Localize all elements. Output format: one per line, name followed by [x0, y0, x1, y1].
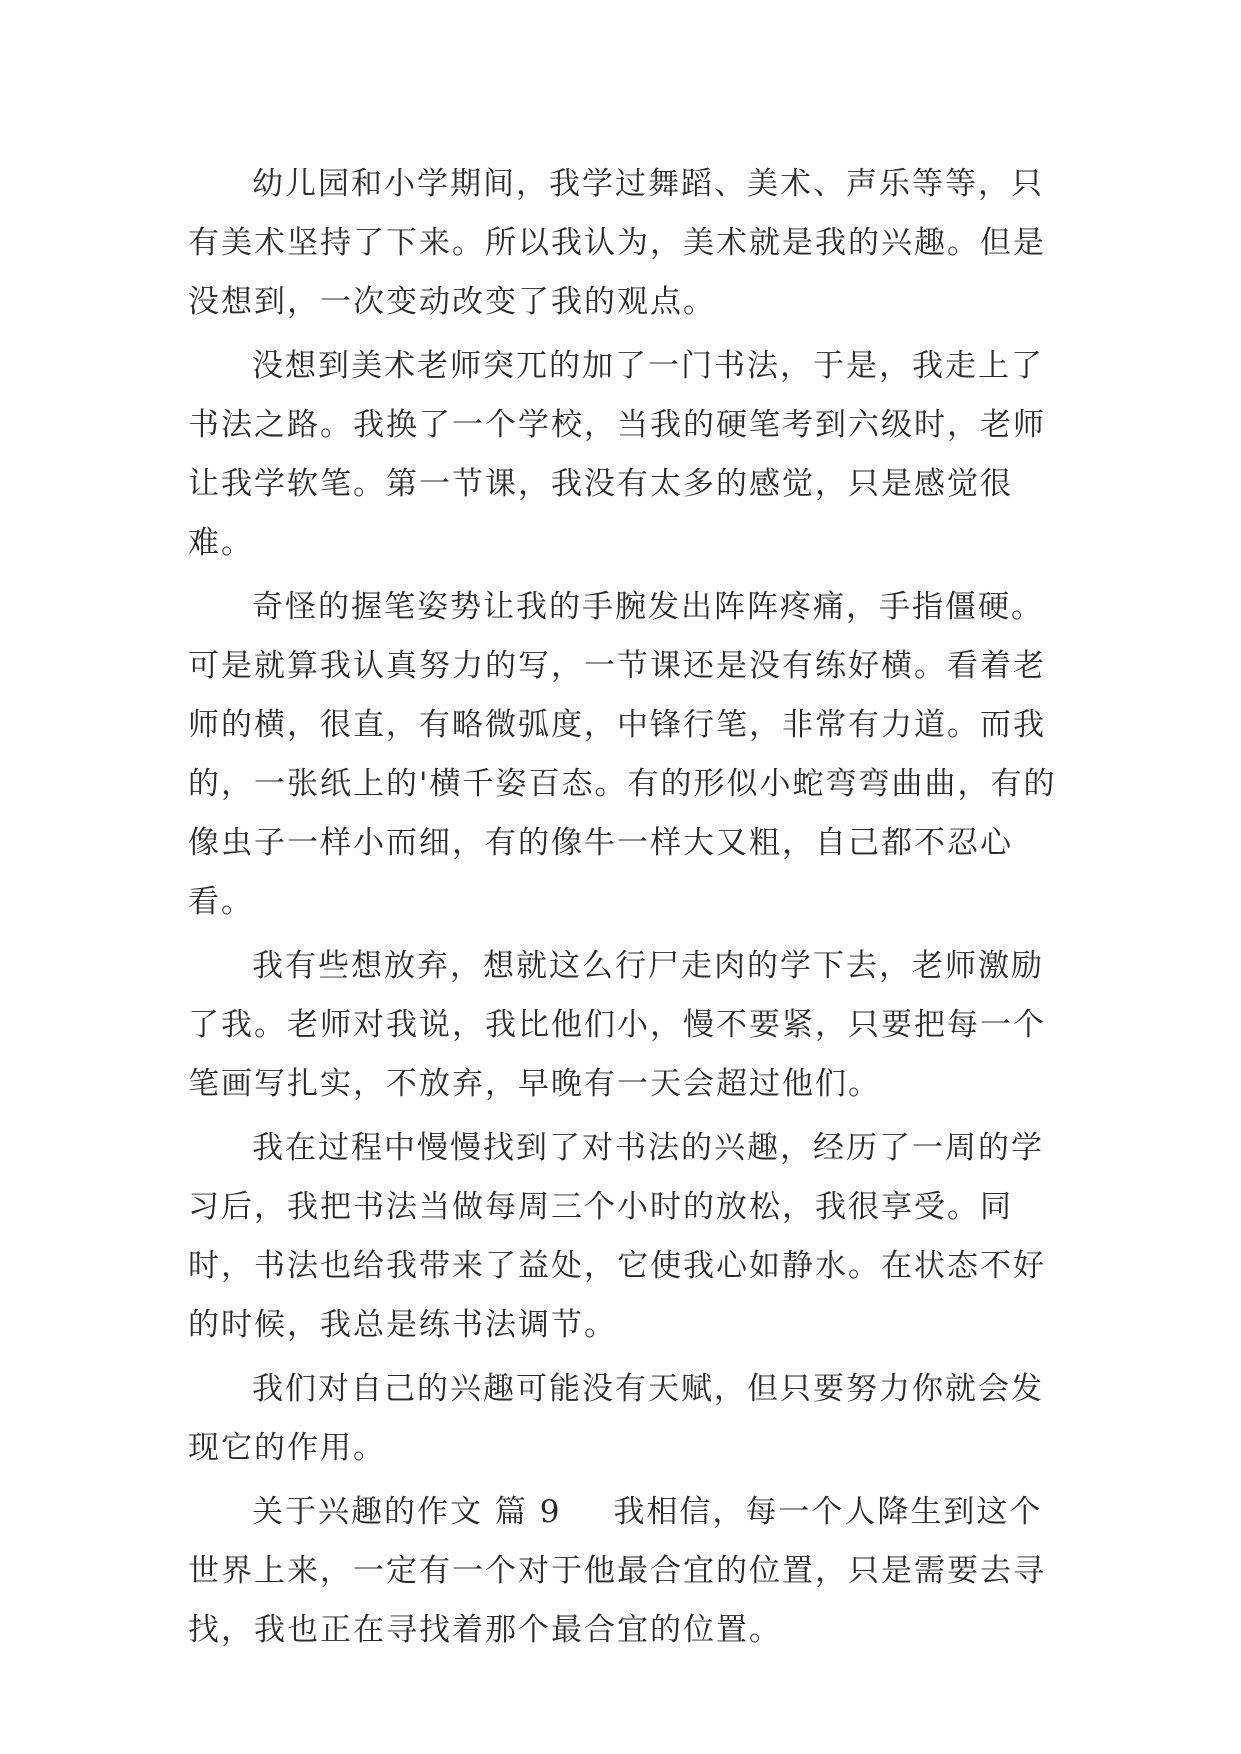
paragraph: 幼儿园和小学期间，我学过舞蹈、美术、声乐等等，只有美术坚持了下来。所以我认为，美术就是我的兴趣。但是没想到，一次变动改变了我的观点。 — [188, 166, 1046, 320]
section-paragraph — [188, 1483, 1068, 1660]
paragraph: 没想到美术老师突兀的加了一门书法，于是，我走上了书法之路。我换了一个学校，当我的硬笔考到六级时，老师让我学软笔。第一节课，我没有太多的感觉，只是感觉很难。 — [188, 348, 1046, 561]
paragraph: 我在过程中慢慢找到了对书法的兴趣，经历了一周的学习后，我把书法当做每周三个小时的放松，我很享受。同时，书法也给我带来了益处，它使我心如静水。在状态不好的时候，我总是练书法调节。 — [188, 1130, 1046, 1343]
section-heading: 关于兴趣的作文 篇 9 — [252, 1494, 562, 1530]
paragraph: 我们对自己的兴趣可能没有天赋，但只要努力你就会发现它的作用。 — [188, 1371, 1044, 1466]
section-paragraph-text: 我相信，每一个人降生到这个世界上来，一定有一个对于他最合宜的位置，只是需要去寻找，我也正在寻找着那个最合宜的位置。 — [188, 1494, 1046, 1648]
document-body — [188, 155, 1068, 1665]
paragraph: 我有些想放弃，想就这么行尸走肉的学下去，老师激励了我。老师对我说，我比他们小，慢不要紧，只要把每一个笔画写扎实，不放弃，早晚有一天会超过他们。 — [188, 948, 1046, 1102]
paragraph: 奇怪的握笔姿势让我的手腕发出阵阵疼痛，手指僵硬。可是就算我认真努力的写，一节课还是没有练好横。看着老师的横，很直，有略微弧度，中锋行笔，非常有力道。而我的，一张纸上的'横千姿百态。有的形似小蛇弯弯曲曲，有的像虫子一样小而细，有的像牛一样大又粗，自己都不忍心看。 — [188, 589, 1057, 920]
